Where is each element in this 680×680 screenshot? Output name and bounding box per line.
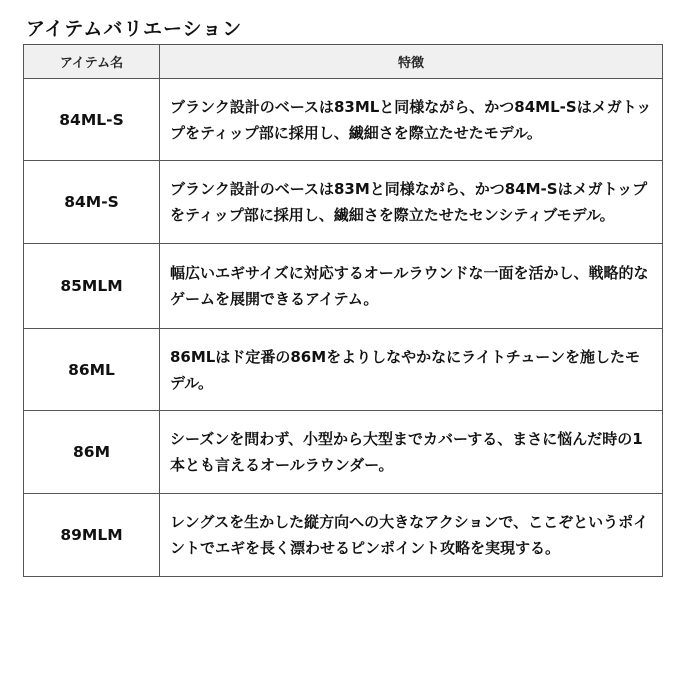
column-header-item-name: アイテム名: [24, 45, 160, 79]
table-header-row: [24, 45, 663, 79]
page-title: アイテムバリエーション: [26, 18, 243, 40]
item-feature-cell: ブランク設計のベースは83Mと同様ながら、かつ84M-Sはメガトップをティップ部に採用し、繊細さを際立たせたセンシティブモデル。: [160, 161, 663, 244]
item-name-cell: 85MLM: [24, 244, 160, 329]
item-feature-cell: シーズンを問わず、小型から大型までカバーする、まさに悩んだ時の1本とも言えるオールラウンダー。: [160, 411, 663, 494]
item-feature-cell: 86MLはド定番の86Mをよりしなやかなにライトチューンを施したモデル。: [160, 329, 663, 411]
table-row: [24, 494, 663, 577]
item-name-cell: 84ML-S: [24, 79, 160, 161]
table-row: [24, 79, 663, 161]
table-row: [24, 244, 663, 329]
item-variation-table: [23, 44, 663, 577]
table-row: [24, 411, 663, 494]
item-name-cell: 84M-S: [24, 161, 160, 244]
item-name-cell: 86M: [24, 411, 160, 494]
item-feature-cell: 幅広いエギサイズに対応するオールラウンドな一面を活かし、戦略的なゲームを展開できるアイテム。: [160, 244, 663, 329]
item-name-cell: 86ML: [24, 329, 160, 411]
item-feature-cell: ブランク設計のベースは83MLと同様ながら、かつ84ML-Sはメガトップをティップ部に採用し、繊細さを際立たせたモデル。: [160, 79, 663, 161]
item-name-cell: 89MLM: [24, 494, 160, 577]
item-feature-cell: レングスを生かした縦方向への大きなアクションで、ここぞというポイントでエギを長く漂わせるピンポイント攻略を実現する。: [160, 494, 663, 577]
column-header-feature: 特徴: [160, 45, 663, 79]
table-row: [24, 329, 663, 411]
table-row: [24, 161, 663, 244]
